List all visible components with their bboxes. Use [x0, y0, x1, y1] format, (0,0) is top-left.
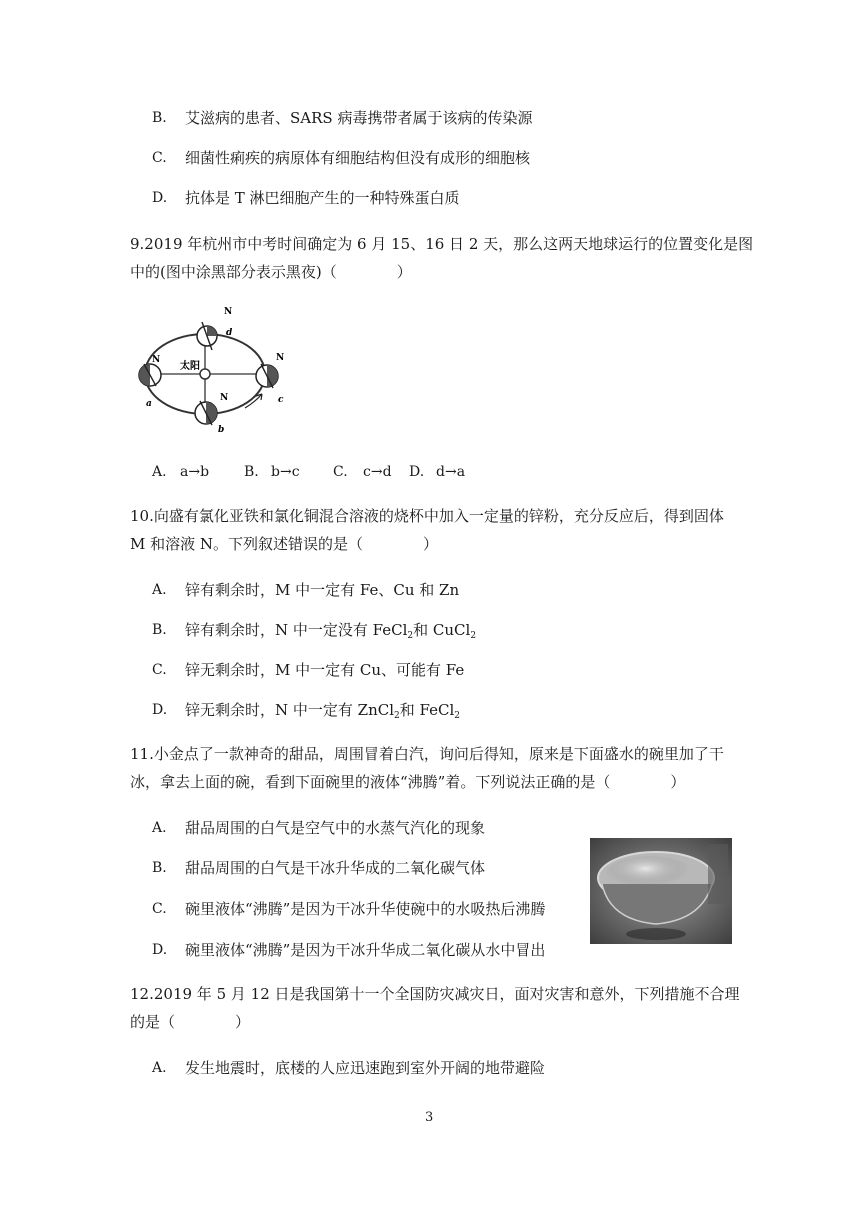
q12-stem-line1: 12.2019 年 5 月 12 日是我国第十一个全国防灾减灾日，面对灾害和意外，下列措施不合理: [130, 985, 740, 1003]
option-letter: B.: [152, 110, 167, 126]
option-text: 锌无剩余时，N 中一定有 ZnCl$_2$和 FeCl$_2$: [185, 701, 461, 721]
option-letter: C.: [152, 150, 167, 166]
option-text: 发生地震时，底楼的人应迅速跑到室外开阔的地带避险: [185, 1059, 546, 1077]
option-letter: C.: [333, 464, 348, 480]
q10-stem-line1: 10.向盛有氯化亚铁和氯化铜混合溶液的烧杯中加入一定量的锌粉，充分反应后，得到固体: [130, 507, 724, 525]
svg-text:b: b: [218, 425, 225, 435]
q10-stem-line2: M 和溶液 N。下列叙述错误的是（ ）: [130, 535, 439, 553]
earth-position-c: [256, 353, 284, 405]
option-letter: B.: [244, 464, 259, 480]
q11-stem-line1: 11.小金点了一款神奇的甜品，周围冒着白汽，询问后得知，原来是下面盛水的碗里加了干: [130, 745, 724, 763]
option-letter: D.: [152, 942, 168, 958]
svg-text:N: N: [224, 307, 233, 317]
svg-text:N: N: [276, 353, 285, 363]
option-text: 甜品周围的白气是空气中的水蒸气汽化的现象: [185, 819, 486, 837]
option-letter: B.: [152, 860, 167, 876]
option-letter: D.: [152, 190, 168, 206]
earth-orbit-diagram: [130, 300, 300, 440]
option-letter: D.: [152, 702, 168, 718]
option-text: 锌有剩余时，M 中一定有 Fe、Cu 和 Zn: [185, 581, 460, 599]
svg-text:d: d: [226, 328, 233, 338]
option-letter: C.: [152, 662, 167, 678]
option-text: 碗里液体“沸腾”是因为干冰升华成二氧化碳从水中冒出: [185, 941, 546, 959]
option-text: a→b: [180, 464, 210, 480]
svg-text:c: c: [278, 395, 284, 405]
option-letter: A.: [152, 464, 167, 480]
q12-stem-line2: 的是（ ）: [130, 1013, 251, 1031]
sun-icon: [200, 369, 210, 379]
earth-position-a: [139, 355, 161, 409]
svg-text:a: a: [146, 399, 152, 409]
option-letter: B.: [152, 622, 167, 638]
dry-ice-dessert-photo: [590, 838, 732, 944]
q9-stem-line1: 9.2019 年杭州市中考时间确定为 6 月 15、16 日 2 天，那么这两天地球运行的位置变化是图: [130, 235, 754, 253]
option-letter: C.: [152, 901, 167, 917]
option-text: 细菌性痢疾的病原体有细胞结构但没有成形的细胞核: [185, 149, 531, 167]
q11-stem-line2: 冰，拿去上面的碗，看到下面碗里的液体“沸腾”着。下列说法正确的是（ ）: [130, 773, 686, 791]
option-letter: A.: [152, 582, 167, 598]
option-text: 锌无剩余时，M 中一定有 Cu、可能有 Fe: [185, 661, 465, 679]
earth-position-d: [197, 307, 233, 350]
svg-text:N: N: [220, 393, 229, 403]
option-text: 艾滋病的患者、SARS 病毒携带者属于该病的传染源: [185, 109, 533, 127]
sun-label: 太阳: [180, 361, 200, 372]
option-text: b→c: [271, 464, 300, 480]
option-letter: A.: [152, 820, 167, 836]
q9-stem-line2: 中的(图中涂黑部分表示黑夜)（ ）: [130, 263, 412, 281]
earth-position-b: [195, 393, 228, 435]
svg-text:N: N: [152, 355, 161, 365]
option-text: 锌有剩余时，N 中一定没有 FeCl$_2$和 CuCl$_2$: [185, 621, 477, 641]
option-text: c→d: [363, 464, 392, 480]
option-letter: A.: [152, 1060, 167, 1076]
page-number: 3: [425, 1110, 434, 1125]
option-text: 抗体是 T 淋巴细胞产生的一种特殊蛋白质: [185, 189, 460, 207]
option-text: 甜品周围的白气是干冰升华成的二氧化碳气体: [185, 859, 486, 877]
option-text: 碗里液体“沸腾”是因为干冰升华使碗中的水吸热后沸腾: [185, 900, 546, 918]
option-text: d→a: [436, 464, 466, 480]
option-letter: D.: [409, 464, 425, 480]
